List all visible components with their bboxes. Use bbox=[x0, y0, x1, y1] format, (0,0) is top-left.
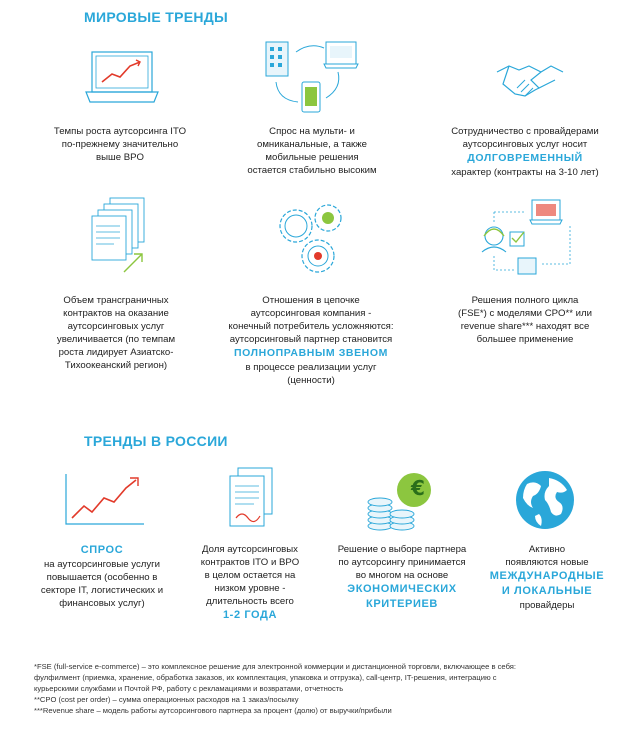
text-line: провайдеры bbox=[519, 600, 575, 611]
text-line: (ценности) bbox=[287, 375, 335, 386]
text-line: Отношения в цепочке bbox=[262, 295, 360, 306]
text-line: контрактов ITO и BPO bbox=[200, 557, 300, 568]
world-item-3-text bbox=[420, 125, 630, 179]
world-item-1-text bbox=[20, 125, 220, 164]
text-line: низком уровне - bbox=[214, 583, 286, 594]
highlight-duration: 1-2 ГОДА bbox=[222, 609, 278, 621]
text-line: большее применение bbox=[476, 334, 574, 345]
text-line: выше BPO bbox=[96, 152, 144, 163]
text-line: (FSE*) с моделями CPO** или bbox=[458, 308, 592, 319]
text-line: аутсорсинговых услуг bbox=[67, 321, 165, 332]
highlight-full-link: ПОЛНОПРАВНЫМ ЗВЕНОМ bbox=[234, 347, 388, 359]
text-line: Доля аутсорсинговых bbox=[202, 544, 298, 555]
text-line: характер (контракты на 3-10 лет) bbox=[451, 167, 599, 178]
text-line: на аутсорсинговые услуги bbox=[44, 559, 160, 570]
footnote-fse-cont-2: курьерскими службами и Почтой РФ, работу с рекламациями и возвратами, отчетность bbox=[34, 684, 344, 693]
text-line: Активно bbox=[528, 544, 566, 555]
text-line: Темпы роста аутсорсинга ITO bbox=[53, 126, 187, 137]
footnote-fse: *FSE (full-service e-commerce) – это комплексное решение для электронной коммерции и дистанционной торговли, включающее в себя: bbox=[34, 662, 516, 671]
highlight-criteria: КРИТЕРИЕВ bbox=[366, 598, 438, 610]
handshake-icon bbox=[495, 58, 565, 108]
text-line: по-прежнему значительно bbox=[61, 139, 179, 150]
footnote-cpo: **CPO (cost per order) – сумма операционных расходов на 1 заказ/посылку bbox=[34, 695, 299, 704]
russia-trends-title: ТРЕНДЫ В РОССИИ bbox=[84, 433, 228, 449]
laptop-chart-icon bbox=[84, 50, 160, 110]
text-line: мобильные решения bbox=[265, 152, 359, 163]
footnote-revenue-share: ***Revenue share – модель работы аутсорсингового партнера за процент (долю) от выручки/прибыли bbox=[34, 706, 392, 715]
highlight-economic: ЭКОНОМИЧЕСКИХ bbox=[347, 583, 457, 595]
text-line: повышается (особенно в bbox=[46, 572, 158, 583]
text-line: остается стабильно высоким bbox=[247, 165, 377, 176]
contract-document-icon bbox=[226, 466, 276, 532]
text-line: Объем трансграничных bbox=[63, 295, 169, 306]
text-line: Решения полного цикла bbox=[471, 295, 579, 306]
footnotes bbox=[34, 661, 634, 716]
text-line: секторе IT, логистических и bbox=[40, 585, 164, 596]
highlight-demand: СПРОС bbox=[80, 544, 124, 556]
text-line: по аутсорсингу принимается bbox=[338, 557, 466, 568]
footnote-fse-cont-1: фулфилмент (приемка, хранение, обработка заказов, их комплектация, упаковка и отгрузка), call-центр, IT-решения, интеграцию с bbox=[34, 673, 497, 682]
text-line: омниканальные, а также bbox=[257, 139, 367, 150]
text-line: Решение о выборе партнера bbox=[337, 544, 467, 555]
world-item-6-text bbox=[430, 294, 620, 346]
documents-stack-icon bbox=[80, 196, 160, 278]
omnichannel-devices-icon bbox=[262, 38, 362, 118]
euro-sign-icon: € bbox=[411, 476, 425, 500]
full-cycle-icon bbox=[474, 196, 584, 284]
gears-icon bbox=[268, 196, 358, 282]
text-line: аутсорсинговый партнер становится bbox=[229, 334, 393, 345]
text-line: контрактов на оказание bbox=[63, 308, 169, 319]
world-trends-title: МИРОВЫЕ ТРЕНДЫ bbox=[84, 9, 229, 25]
world-item-2-text bbox=[212, 125, 412, 177]
text-line: Спрос на мульти- и bbox=[269, 126, 355, 137]
text-line: Сотрудничество с провайдерами bbox=[451, 126, 599, 137]
text-line: конечный потребитель усложняются: bbox=[228, 321, 394, 332]
text-line: аутсорсинговых услуг носит bbox=[462, 139, 588, 150]
highlight-international: МЕЖДУНАРОДНЫЕ bbox=[489, 570, 605, 582]
text-line: revenue share*** находят все bbox=[460, 321, 590, 332]
highlight-local: И ЛОКАЛЬНЫЕ bbox=[501, 585, 593, 597]
text-line: во многом на основе bbox=[355, 570, 449, 581]
globe-icon bbox=[513, 468, 577, 532]
text-line: роста лидирует Азиатско- bbox=[58, 347, 174, 358]
demand-growth-icon bbox=[62, 472, 146, 528]
text-line: увеличивается (по темпам bbox=[56, 334, 176, 345]
russia-item-4-text bbox=[462, 543, 632, 612]
text-line: длительность всего bbox=[206, 596, 294, 607]
text-line: в целом остается на bbox=[204, 570, 296, 581]
text-line: аутсорсинговая компания - bbox=[250, 308, 372, 319]
world-item-5-text bbox=[206, 294, 416, 387]
text-line: финансовых услуг) bbox=[59, 598, 145, 609]
highlight-long-term: ДОЛГОВРЕМЕННЫЙ bbox=[467, 152, 583, 164]
text-line: появляются новые bbox=[505, 557, 589, 568]
text-line: в процессе реализации услуг bbox=[245, 362, 377, 373]
world-item-4-text bbox=[16, 294, 216, 372]
text-line: Тихоокеанский регион) bbox=[64, 360, 168, 371]
